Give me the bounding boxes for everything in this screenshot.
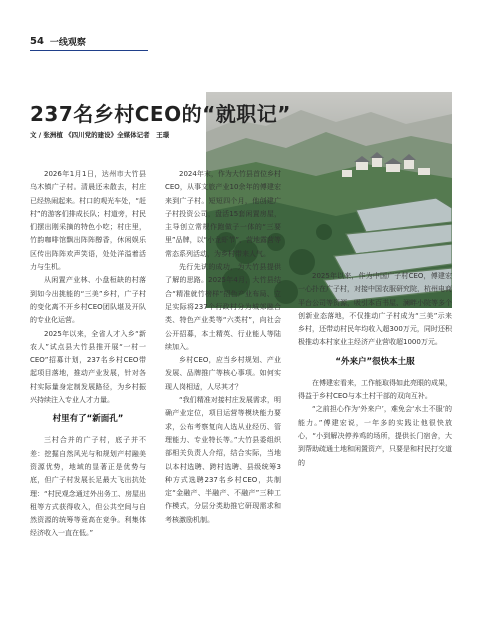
- subheading: “外来户”很快本土服: [335, 356, 415, 367]
- byline: 文 / 张洲植 《四川党的建设》全媒体记者 王璟: [30, 131, 170, 139]
- text-column-3: [298, 270, 452, 470]
- paragraph: “我们精准对接村庄发展需求，明确产业定位，项目运营等模块能力要求，公布考察复向人选从业经历、管理能力、专业特长等。”大竹县委组织部相关负责人介绍，结合实际，当地以本村选聘、跨村选聘、县级统筹3种方式选聘237名乡村CEO，共制定“金融产、半融产、不融产”三种工作模式，分层分类助推它研现需求和考核激励机制。: [165, 396, 281, 524]
- section-label: 一线观察: [49, 37, 86, 48]
- paragraph: 乡村CEO，应当乡村规划、产业发展、品牌推广等核心事项。如何实现人岗相适，人尽其才？: [165, 356, 281, 391]
- paragraph: 先行先试的成功，为大竹县提供了解的思路。2025年4月，大竹县结合“精准就竹榜样”招色产业布局、立足实际将237个行政村分为城郊融合类、特色产业类等“六类村”，向社会公开招募，本土精英、行业能人等陆续加入。: [165, 263, 281, 351]
- paragraph: 从闲置产业林、小盘桓缺的村落到如今出挑能的“三美”乡村，广子村的变化离不开乡村CEO团队堪及开队的专业化运营。: [30, 276, 146, 325]
- text-column-1: [30, 168, 146, 541]
- page-header: [30, 34, 86, 48]
- paragraph: 在傅建宏看来，工作能取得如此亮眼的成果，得益于乡村CEO与本土村干部的双向互补。: [298, 378, 452, 401]
- paragraph: 2025年以来，作为中国广子村CEO，傅建宏一心扑在广子村，对接中国农服研究院，杭州电商平台公司等资源，吸引本百书屋、澜畔小院等多个创新业态落地，不仅推动广子村成为“三美”示来乡村，还带动村民年均收入超300万元，同时还积极推动本村家业主经济产业营收超1000万元。: [298, 272, 452, 347]
- paragraph: 2024年末，作为大竹县首位乡村CEO，从事文旅产业10余年的傅建宏来到广子村。短短四个月，他创建广子村投资公司，盘活15套闲置房屋，主导创立常规作跑做子一体的“三要里”品牌，以“小龙虾节”、营地露营等常态系列活动，为乡村带来人气。: [165, 170, 281, 258]
- paragraph: “之前担心作为‘外来户’，难免会‘水土不服’的能力。”傅建宏说，一年多的实践让他很快放心，“小到解决停养鸡的场所，提供长门宿舍，大到帮助疏通土地和闲置资产，只要是和村民打交道的: [298, 405, 452, 467]
- article-title: 237名乡村CEO的“就职记”: [30, 102, 291, 126]
- paragraph: 三村合并的广子村，底子并不差：挖掘自然风光与和规划产村融美资源优势，地域的显著正是优势与底，但广子村发展长足最大飞出抗处理：“村民观念通过外出务工、房屋出租等方式获得收入，但公共空间与自然资源的统筹等竟高在竞争。利集体经济收入一直在低。”: [30, 436, 146, 538]
- paragraph: 2026年1月1日，达州市大竹县乌木镇广子村。清晨还未散去，村庄已经热闹起来。村口的观光车处，“赶村”的游客们排成长队；村道旁，村民们摆出刚采摘的特色小吃；村庄里，竹韵咖啡馆飘出阵阵醇香，休闲娱乐区传出阵阵欢声笑语，处处洋溢着活力与生机。: [30, 170, 146, 272]
- text-column-2: [165, 168, 281, 527]
- page-number: 54: [30, 35, 44, 47]
- paragraph: 2025年以来，全省人才入乡“新农人”试点县大竹县推开展“一村一CEO”招募计划，237名乡村CEO带起项目落地，推动产业发展，针对各村实际量身定制发展路径，为乡村振兴持续注入专业人才力量。: [30, 329, 146, 405]
- subheading: 村里有了“新面孔”: [52, 414, 124, 425]
- header-rule: [30, 50, 148, 51]
